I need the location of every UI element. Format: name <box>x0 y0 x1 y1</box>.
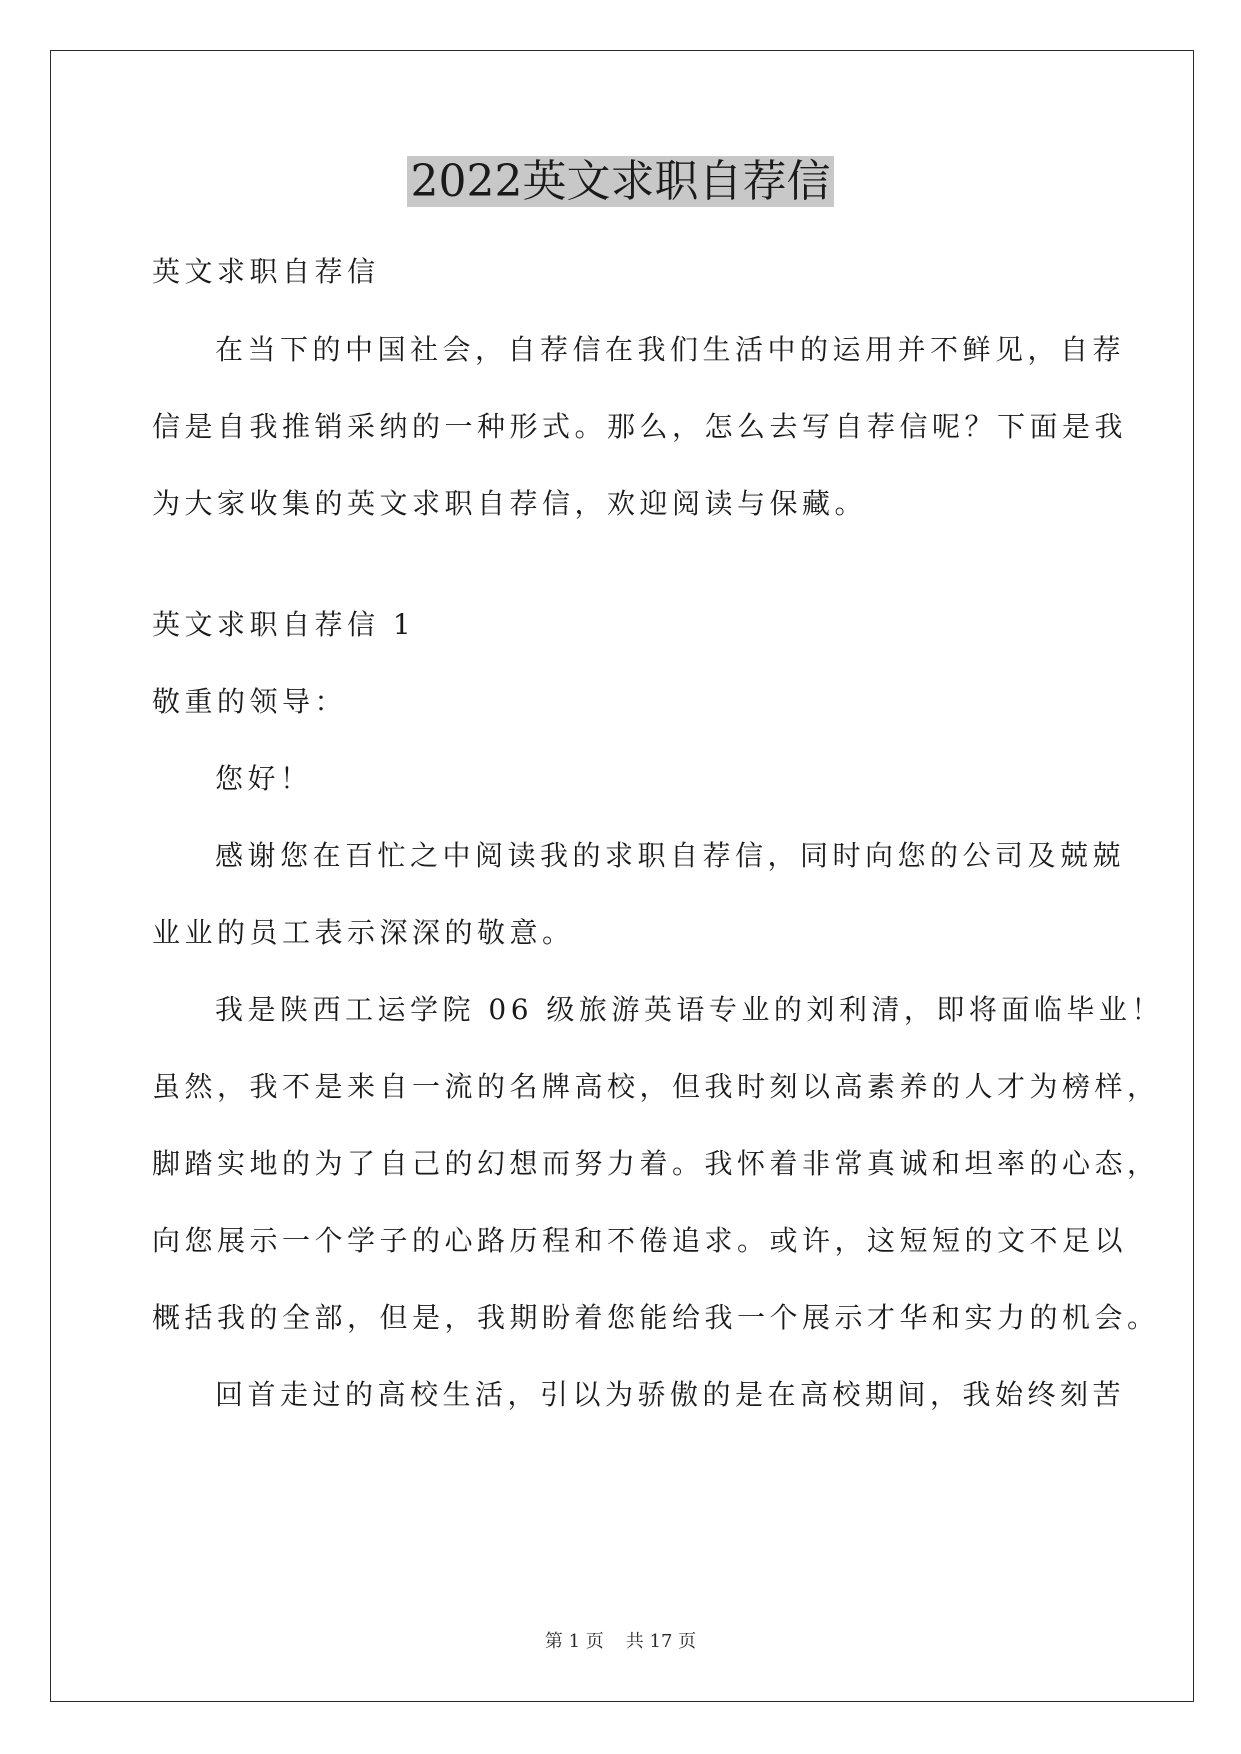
page-total: 共 17 页 <box>625 1631 697 1652</box>
body-line-6: 向您展示一个学子的心路历程和不倦追求。或许，这短短的文不足以 <box>152 1224 1128 1257</box>
body-line-4: 虽然，我不是来自一流的名牌高校，但我时刻以高素养的人才为榜样， <box>152 1070 1160 1103</box>
salutation-line: 敬重的领导： <box>152 685 348 718</box>
subtitle-line: 英文求职自荐信 <box>152 255 380 288</box>
body-line-1: 感谢您在百忙之中阅读我的求职自荐信，同时向您的公司及兢兢 <box>215 839 1126 872</box>
intro-line-3: 为大家收集的英文求职自荐信，欢迎阅读与保藏。 <box>152 487 868 520</box>
body-line-8: 回首走过的高校生活，引以为骄傲的是在高校期间，我始终刻苦 <box>215 1378 1126 1411</box>
intro-line-2: 信是自我推销采纳的一种形式。那么，怎么去写自荐信呢？下面是我 <box>152 410 1128 443</box>
body-line-7: 概括我的全部，但是，我期盼着您能给我一个展示才华和实力的机会。 <box>152 1301 1160 1334</box>
page-border <box>50 50 1194 1702</box>
body-line-3: 我是陕西工运学院 06 级旅游英语专业的刘利清，即将面临毕业！ <box>215 993 1164 1026</box>
body-line-2: 业业的员工表示深深的敬意。 <box>152 916 575 949</box>
page-number: 第 1 页 <box>544 1631 604 1652</box>
document-title-text: 2022英文求职自荐信 <box>407 156 835 207</box>
intro-line-1: 在当下的中国社会，自荐信在我们生活中的运用并不鲜见，自荐 <box>215 333 1126 366</box>
body-line-5: 脚踏实地的为了自己的幻想而努力着。我怀着非常真诚和坦率的心态， <box>152 1147 1160 1180</box>
document-title <box>0 152 1241 212</box>
section-heading: 英文求职自荐信 1 <box>152 608 416 641</box>
page-footer <box>0 1630 1241 1654</box>
greeting-line: 您好！ <box>215 762 313 795</box>
